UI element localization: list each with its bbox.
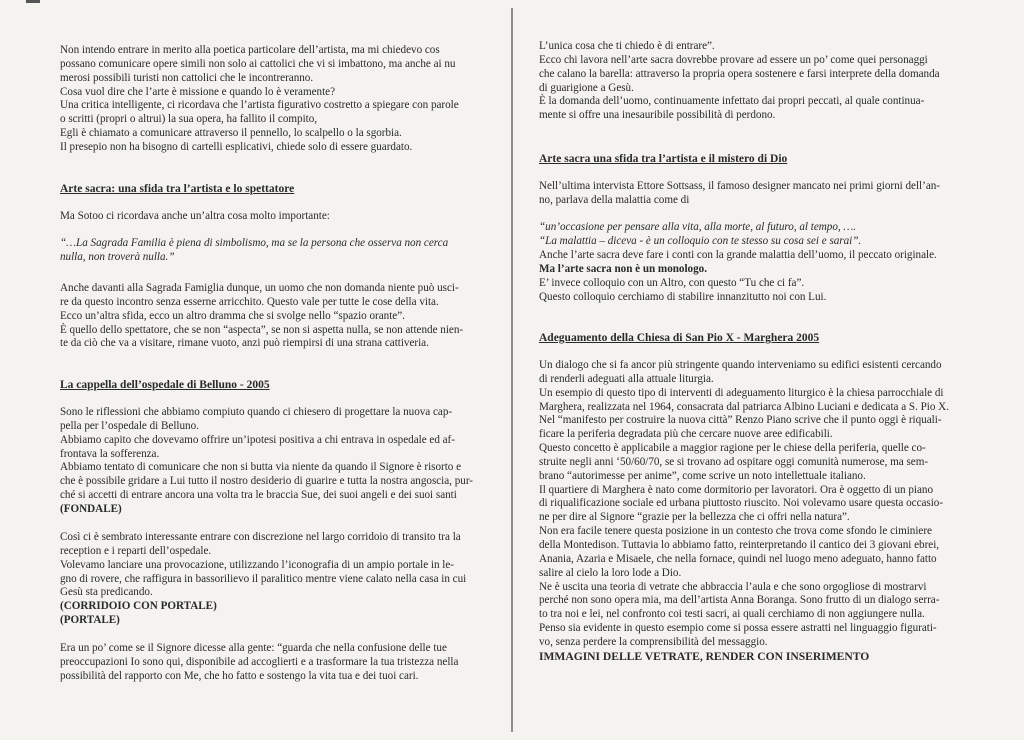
text-line: Un dialogo che si fa ancor più stringente quando interveniamo su edifici esistenti cercando — [539, 359, 942, 371]
colloquy-paragraph — [539, 277, 826, 305]
sottsass-quote — [539, 221, 861, 249]
text-line: preoccupazioni Io sono qui, disponibile ad accoglierti e a trasformare la tua tristezza nella — [60, 655, 459, 668]
text-line: possano comunicare opere simili non solo ai cattolici che vi si imbattono, ma anche ai nu — [60, 57, 456, 70]
intro-paragraph — [60, 44, 459, 155]
text-line: Così ci è sembrato interessante entrare con discrezione nel largo corridoio di transito tra la — [60, 531, 461, 543]
text-line: mente si offre una inesauribile possibilità di perdono. — [539, 109, 776, 122]
section-heading-spectator: Arte sacra: una sfida tra l’artista e lo spettatore — [60, 183, 295, 195]
text-line: Ecco un’altra sfida, ecco un altro dramma che si svolge nello “spazio orante”. — [60, 309, 405, 322]
text-line: te da ciò che va a visitare, rimane vuoto, anzi può riempirsi di una strana cattiveria. — [60, 337, 429, 350]
text-line: Questo concetto è applicabile a maggior ragione per le chiese della periferia, quelle co- — [539, 442, 926, 455]
text-line: pella per l’ospedale di Belluno. — [60, 419, 199, 432]
continuation-paragraph — [539, 40, 940, 123]
text-line: Ecco chi lavora nell’arte sacra dovrebbe provare ad essere un po’ come quei personaggi — [539, 53, 928, 66]
fondale-label: (FONDALE) — [60, 503, 122, 515]
section-lead: Ma Sotoo ci ricordava anche un’altra cosa molto importante: — [60, 210, 330, 222]
original-sin-line: Anche l’arte sacra deve fare i conti con la grande malattia dell’uomo, il peccato originale. — [539, 249, 937, 261]
sottsass-paragraph — [539, 180, 940, 208]
text-line: Il presepio non ha bisogno di cartelli esplicativi, chiede solo di essere guardato. — [60, 140, 413, 153]
text-line: Anche davanti alla Sagrada Famiglia dunque, un uomo che non domanda niente può usci- — [60, 282, 459, 294]
text-line: to tra noi e lei, nel confronto coi testi sacri, ai quali cerchiamo di non aggiungere nulla. — [539, 608, 925, 621]
text-line: “un’occasione per pensare alla vita, alla morte, al futuro, al tempo, …. — [539, 221, 857, 233]
text-line: Un esempio di questo tipo di interventi di adeguamento liturgico è la chiesa parrocchiale di — [539, 386, 944, 399]
text-line: che calano la barella: attraverso la propria opera sostenere e farsi interprete della domanda — [539, 67, 940, 80]
text-line: o scritti (propri o altrui) la sua opera, ha fallito il compito, — [60, 113, 318, 126]
text-line: merosi possibili turisti non cattolici che le incontreranno. — [60, 71, 314, 84]
text-line: Il quartiere di Marghera è nato come dormitorio per lavoratori. Ora è oggetto di un piano — [539, 483, 933, 496]
section-heading-belluno: La cappella dell’ospedale di Belluno - 2005 — [60, 379, 270, 391]
text-line: Era un po’ come se il Signore dicesse alla gente: “guarda che nella confusione delle tue — [60, 642, 447, 654]
text-line: vo, senza perdere la comprensibilità del messaggio. — [539, 635, 768, 648]
text-line: Abbiamo tentato di comunicare che non si butta via niente da quando il Signore è risorto e — [60, 461, 462, 474]
text-line: Questo colloquio cerchiamo di stabilire innanzitutto noi con Lui. — [539, 290, 827, 303]
text-line: ficare la periferia degradata più che cercare nuove aree edificabili. — [539, 428, 833, 441]
text-line: possibilità del rapporto con Me, che ho fatto e sostengo la vita tua e dei tuoi cari. — [60, 669, 419, 682]
section-heading-mystery: Arte sacra una sfida tra l’artista e il mistero di Dio — [539, 153, 788, 165]
text-line: È quello dello spettatore, che se non “aspecta”, se non si aspetta nulla, se non attende nien- — [60, 323, 464, 336]
corridor-paragraph — [60, 531, 466, 600]
belluno-paragraph — [60, 406, 473, 503]
text-line: Abbiamo capito che dovevamo offrire un’ipotesi positiva a chi entrava in ospedale ed af- — [60, 433, 455, 446]
text-line: Nell’ultima intervista Ettore Sottsass, il famoso designer mancato nei primi giorni dell’an- — [539, 180, 940, 192]
text-line: Egli è chiamato a comunicare attraverso il pennello, lo scalpello o la sgorbia. — [60, 127, 402, 140]
text-line: di riqualificazione sociale ed urbana piuttosto riuscito. Noi volevamo usare questa occasio- — [539, 497, 944, 510]
text-line: che è possibile gridare a Lui tutto il nostro desiderio di guarire e tutta la nostra angoscia, pur- — [60, 475, 473, 488]
text-line: re da questo incontro senza esserne arricchito. Questo vale per tutte le cose della vita. — [60, 295, 439, 308]
text-line: Ne è uscita una teoria di vetrate che abbraccia l’aula e che sono orgogliose di mostrarvi — [539, 580, 927, 593]
text-line: Gesù sta predicando. — [60, 586, 153, 599]
portale-label: (PORTALE) — [60, 614, 120, 626]
text-line: di renderli adeguati alla attuale liturgia. — [539, 372, 714, 385]
text-line: E’ invece colloquio con un Altro, con questo “Tu che ci fa”. — [539, 277, 805, 289]
corridoio-label: (CORRIDOIO CON PORTALE) — [60, 600, 217, 612]
section-heading-marghera: Adeguamento della Chiesa di San Pio X - Marghera 2005 — [539, 332, 820, 344]
text-line: ché si accetti di entrare ancora una volta tra le braccia Sue, dei suoi angeli e dei suoi santi — [60, 489, 457, 502]
text-line: Nel “manifesto per costruire la nuova città” Renzo Piano scrive che il punto oggi è riquali- — [539, 414, 942, 427]
text-line: Non era facile tenere questa posizione in un contesto che trova come sfondo le ciminiere — [539, 525, 932, 538]
text-line: salire al cielo la loro lode a Dio. — [539, 566, 682, 579]
lord-paragraph — [60, 642, 458, 684]
text-line: nulla, non troverà nulla.” — [60, 250, 175, 263]
text-line: brano “autorimesse per anime”, come scrive un noto intellettuale italiano. — [539, 469, 866, 482]
text-line: Una critica intelligente, ci ricordava che l’artista figurativo costretto a spiegare con parole — [60, 99, 459, 112]
spectator-paragraph — [60, 282, 463, 351]
text-line: perché non sono opera mia, ma dell’artista Anna Boranga. Sono frutto di un dialogo serra- — [539, 594, 940, 607]
text-line: no, parlava della malattia come di — [539, 193, 690, 206]
text-line: Marghera, realizzata nel 1964, consacrata dal patriarca Albino Luciani e dedicata a S. Pio X. — [539, 400, 949, 413]
text-line: frontava la sofferenza. — [60, 447, 160, 460]
text-line: ne per dire al Signore “grazie per la bellezza che ci offri nella natura”. — [539, 511, 850, 524]
text-line: reception e i reparti dell’ospedale. — [60, 544, 212, 557]
text-line: gno di rovere, che raffigura in bassorilievo il paralitico mentre viene calato nella casa in cui — [60, 572, 467, 585]
monologue-line: Ma l’arte sacra non è un monologo. — [539, 263, 707, 275]
text-line: Sono le riflessioni che abbiamo compiuto quando ci chiesero di progettare la nuova cap- — [60, 406, 453, 418]
text-line: “…La Sagrada Familia è piena di simbolismo, ma se la persona che osserva non cerca — [60, 237, 449, 249]
sagrada-quote — [60, 237, 448, 265]
text-line: Volevamo lanciare una provocazione, utilizzando l’iconografia di un ampio portale in le- — [60, 558, 454, 571]
text-line: della Montedison. Tuttavia lo abbiamo fatto, reinterpretando il cantico dei 3 giovani ebrei, — [539, 538, 940, 551]
marghera-paragraph — [539, 359, 949, 650]
text-line: Penso sia evidente in questo esempio come si possa essere astratti nel linguaggio figurati- — [539, 622, 937, 635]
text-line: “La malattia – diceva - è un colloquio con te stesso su cosa sei e sarai”. — [539, 234, 862, 247]
closing-caption: IMMAGINI DELLE VETRATE, RENDER CON INSERIMENTO — [539, 650, 870, 663]
text-line: struite negli anni ‘50/60/70, se si trovano ad ospitare oggi comunità numerose, ma sem- — [539, 455, 929, 468]
text-line: Anania, Azaria e Misaele, che nella fornace, quindi nel luogo meno adeguato, hanno fatto — [539, 552, 937, 565]
right-page — [515, 0, 1024, 740]
text-line: L’unica cosa che ti chiedo è di entrare”. — [539, 40, 715, 52]
text-line: Non intendo entrare in merito alla poetica particolare dell’artista, ma mi chiedevo cos — [60, 44, 440, 56]
text-line: È la domanda dell’uomo, continuamente infettato dai propri peccati, al quale continua- — [539, 95, 925, 108]
text-line: Cosa vuol dire che l’arte è missione e quando lo è veramente? — [60, 85, 336, 98]
text-line: di guarigione a Gesù. — [539, 81, 634, 94]
